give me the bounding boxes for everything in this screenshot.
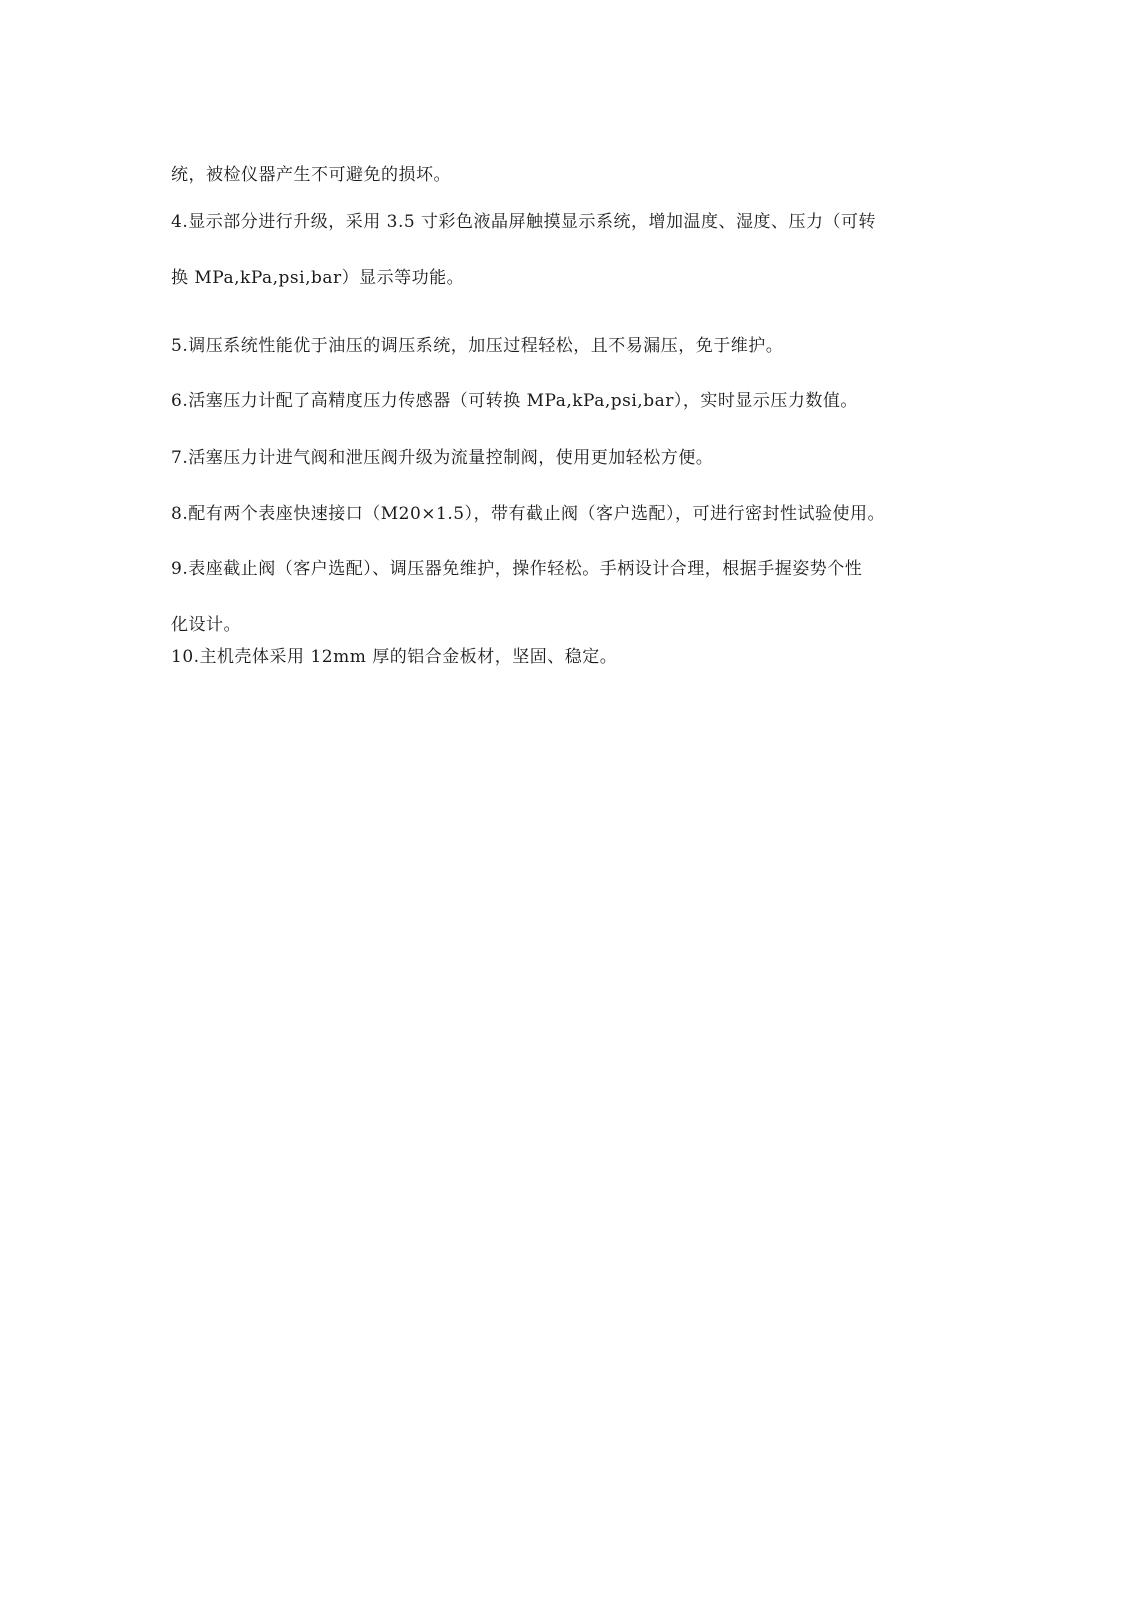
- text-line: 6.活塞压力计配了高精度压力传感器（可转换 MPa,kPa,psi,bar），实时显示压力数值。: [171, 391, 858, 411]
- text-line: 10.主机壳体采用 12mm 厚的铝合金板材，坚固、稳定。: [171, 647, 618, 667]
- text-line: 8.配有两个表座快速接口（M20×1.5），带有截止阀（客户选配），可进行密封性试验使用。: [171, 504, 886, 524]
- text-line: 5.调压系统性能优于油压的调压系统，加压过程轻松，且不易漏压，免于维护。: [171, 336, 784, 356]
- text-line: 化设计。: [171, 615, 241, 635]
- text-line: 9.表座截止阀（客户选配）、调压器免维护，操作轻松。手柄设计合理，根据手握姿势个性: [171, 559, 863, 579]
- text-line: 换 MPa,kPa,psi,bar）显示等功能。: [171, 268, 465, 288]
- text-line: 统，被检仪器产生不可避免的损坏。: [171, 165, 451, 185]
- text-line: 7.活塞压力计进气阀和泄压阀升级为流量控制阀，使用更加轻松方便。: [171, 448, 714, 468]
- text-line: 4.显示部分进行升级，采用 3.5 寸彩色液晶屏触摸显示系统，增加温度、湿度、压力（可转: [171, 212, 877, 232]
